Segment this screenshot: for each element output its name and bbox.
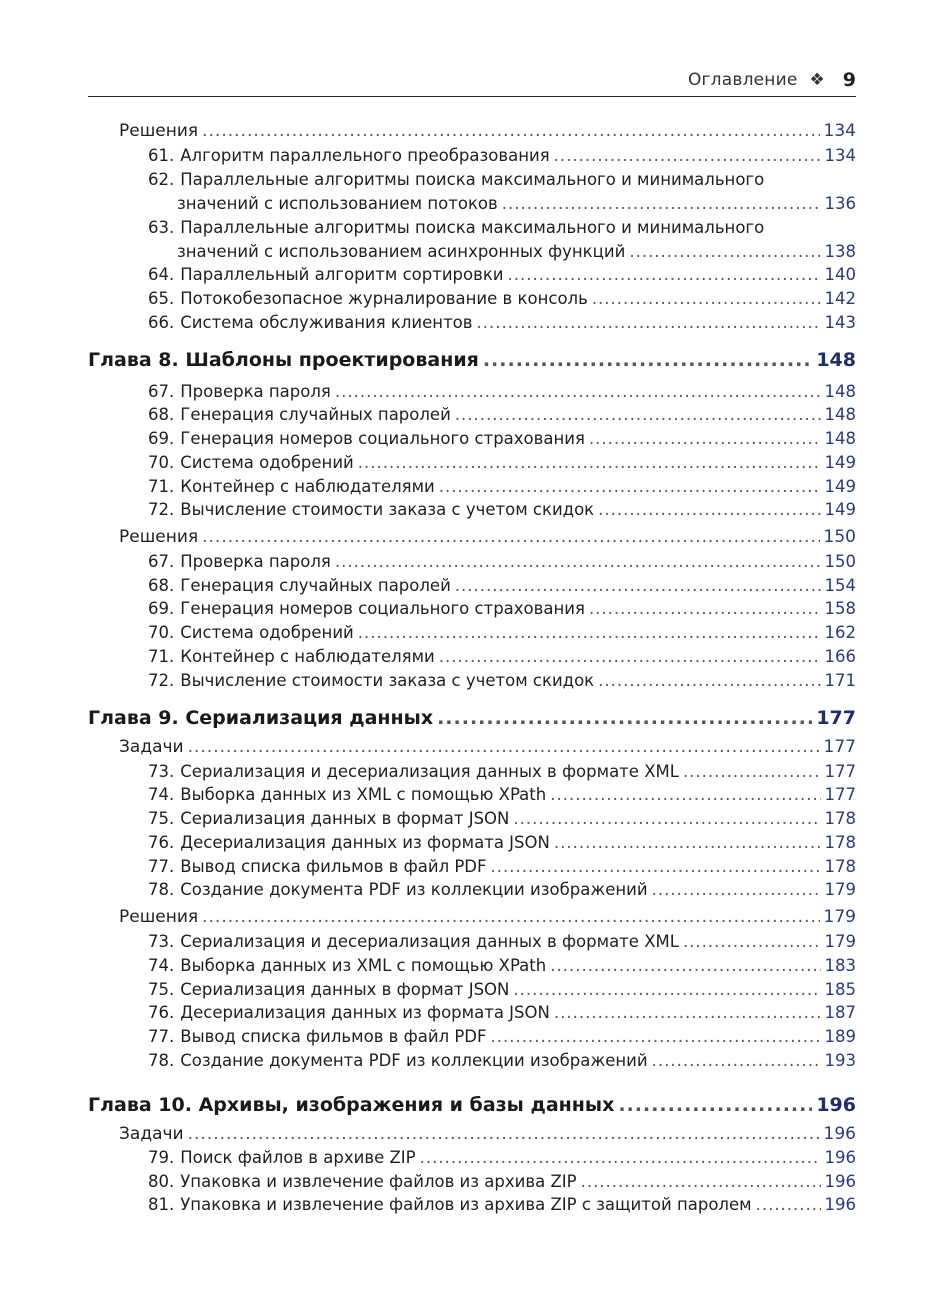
leader-dots bbox=[629, 242, 820, 261]
toc-entry-number: 68. bbox=[148, 405, 175, 424]
toc-entry[interactable] bbox=[148, 1051, 856, 1070]
toc-page: 138 bbox=[824, 242, 856, 261]
toc-entry-number: 63. bbox=[148, 218, 175, 237]
toc-entry-title: Проверка пароля bbox=[180, 382, 331, 401]
toc-entry[interactable] bbox=[148, 671, 856, 690]
leader-dots bbox=[550, 956, 820, 975]
toc-entry-number: 69. bbox=[148, 599, 175, 618]
toc-page: 189 bbox=[824, 1027, 856, 1046]
toc-entry-title: Контейнер с наблюдателями bbox=[180, 477, 435, 496]
leader-dots bbox=[502, 194, 821, 213]
toc-entry[interactable] bbox=[148, 313, 856, 332]
toc-page: 149 bbox=[824, 453, 856, 472]
toc-entry-number: 81. bbox=[148, 1195, 175, 1214]
toc-label: Задачи bbox=[119, 1124, 184, 1144]
toc-page: 158 bbox=[824, 599, 856, 618]
leader-dots bbox=[652, 1051, 821, 1070]
toc-page: 196 bbox=[816, 1094, 856, 1116]
toc-entry[interactable] bbox=[148, 599, 856, 618]
toc-entry-number: 75. bbox=[148, 980, 175, 999]
toc-entry-title: Выборка данных из XML с помощью XPath bbox=[180, 956, 547, 975]
toc-page: 148 bbox=[816, 349, 856, 371]
toc-section-tasks[interactable] bbox=[119, 1124, 856, 1144]
toc-page: 154 bbox=[824, 576, 856, 595]
toc-entry-number: 79. bbox=[148, 1148, 175, 1167]
toc-page: 177 bbox=[823, 737, 856, 757]
toc-page: 166 bbox=[824, 647, 856, 666]
toc-page: 178 bbox=[824, 833, 856, 852]
toc-page: 178 bbox=[824, 857, 856, 876]
toc-page: 183 bbox=[824, 956, 856, 975]
toc-entry-title: Десериализация данных из формата JSON bbox=[180, 1003, 550, 1022]
toc-entry[interactable] bbox=[148, 956, 856, 975]
running-title: Оглавление bbox=[687, 70, 798, 90]
toc-entry-title: Упаковка и извлечение файлов из архива ZIP bbox=[180, 1172, 577, 1191]
leader-dots bbox=[358, 623, 821, 642]
toc-page: 148 bbox=[824, 429, 856, 448]
leader-dots bbox=[513, 809, 820, 828]
toc-entry-title: Алгоритм параллельного преобразования bbox=[180, 146, 550, 165]
toc-entry-line2[interactable] bbox=[177, 194, 856, 213]
leader-dots bbox=[550, 785, 820, 804]
toc-entry-title: Параллельные алгоритмы поиска максимального и минимального bbox=[180, 170, 765, 189]
toc-entry-number: 68. bbox=[148, 576, 175, 595]
toc-entry[interactable] bbox=[148, 980, 856, 999]
toc-chapter-title: Глава 9. Сериализация данных bbox=[88, 707, 434, 729]
toc-entry[interactable] bbox=[148, 552, 856, 571]
toc-entry-title: Упаковка и извлечение файлов из архива ZIP с защитой паролем bbox=[180, 1195, 752, 1214]
toc-entry[interactable] bbox=[148, 1003, 856, 1022]
toc-entry-line2[interactable] bbox=[177, 242, 856, 261]
toc-entry-number: 78. bbox=[148, 1051, 175, 1070]
toc-entry-title: Генерация номеров социального страхования bbox=[180, 429, 585, 448]
toc-entry-line1[interactable] bbox=[148, 170, 856, 189]
toc-page: 196 bbox=[824, 1195, 856, 1214]
toc-page: 149 bbox=[824, 477, 856, 496]
leader-dots bbox=[202, 121, 819, 141]
toc-entry-number: 64. bbox=[148, 265, 175, 284]
toc-page: 193 bbox=[824, 1051, 856, 1070]
toc-page: 162 bbox=[824, 623, 856, 642]
toc-entry-title: Система одобрений bbox=[180, 623, 354, 642]
toc-entry-title: Генерация случайных паролей bbox=[180, 576, 451, 595]
toc-entry-title: Параллельный алгоритм сортировки bbox=[180, 265, 504, 284]
leader-dots bbox=[581, 1172, 821, 1191]
toc-page: 136 bbox=[824, 194, 856, 213]
toc-section-solutions[interactable] bbox=[119, 121, 856, 141]
toc-entry[interactable] bbox=[148, 857, 856, 876]
toc-entry-number: 61. bbox=[148, 146, 175, 165]
toc-page: 177 bbox=[824, 785, 856, 804]
toc-page: 179 bbox=[823, 907, 856, 927]
leader-dots bbox=[483, 349, 812, 371]
leader-dots bbox=[554, 146, 821, 165]
toc-entry[interactable] bbox=[148, 500, 856, 519]
toc-page: 140 bbox=[824, 265, 856, 284]
leader-dots bbox=[598, 500, 820, 519]
leader-dots bbox=[188, 1124, 820, 1144]
toc-page: 148 bbox=[824, 382, 856, 401]
toc-page: 179 bbox=[824, 932, 856, 951]
toc-page: 196 bbox=[824, 1172, 856, 1191]
toc-entry[interactable] bbox=[148, 762, 856, 781]
toc-page: 143 bbox=[824, 313, 856, 332]
toc-entry-number: 75. bbox=[148, 809, 175, 828]
toc-entry[interactable] bbox=[148, 1172, 856, 1191]
toc-page: 150 bbox=[823, 527, 856, 547]
toc-entry-number: 69. bbox=[148, 429, 175, 448]
page-number: 9 bbox=[842, 69, 856, 91]
toc-entry-title: Сериализация данных в формат JSON bbox=[180, 980, 510, 999]
leader-dots bbox=[439, 647, 821, 666]
toc-entry-title: Вывод списка фильмов в файл PDF bbox=[180, 857, 487, 876]
toc-entry-title: Генерация случайных паролей bbox=[180, 405, 451, 424]
toc-chapter-9[interactable] bbox=[88, 707, 856, 729]
leader-dots bbox=[683, 762, 821, 781]
toc-label: Задачи bbox=[119, 737, 184, 757]
toc-entry[interactable] bbox=[148, 880, 856, 899]
toc-entry[interactable] bbox=[148, 647, 856, 666]
toc-entry-number: 72. bbox=[148, 500, 175, 519]
leader-dots bbox=[202, 527, 819, 547]
toc-entry-title: Сериализация данных в формат JSON bbox=[180, 809, 510, 828]
toc-page: 177 bbox=[824, 762, 856, 781]
toc-entry[interactable] bbox=[148, 576, 856, 595]
toc-entry-title: Сериализация и десериализация данных в формате XML bbox=[180, 762, 679, 781]
toc-page: 178 bbox=[824, 809, 856, 828]
toc-entry-title: Проверка пароля bbox=[180, 552, 331, 571]
toc-page: 179 bbox=[824, 880, 856, 899]
toc-section-tasks[interactable] bbox=[119, 737, 856, 757]
toc-entry-number: 70. bbox=[148, 623, 175, 642]
toc-entry-number: 72. bbox=[148, 671, 175, 690]
toc-entry[interactable] bbox=[148, 453, 856, 472]
leader-dots bbox=[589, 429, 821, 448]
toc-page: 134 bbox=[824, 146, 856, 165]
ornament-icon: ❖ bbox=[809, 70, 825, 90]
toc-entry-title: Вычисление стоимости заказа с учетом скидок bbox=[180, 500, 595, 519]
toc-entry-number: 77. bbox=[148, 1027, 175, 1046]
leader-dots bbox=[491, 1027, 821, 1046]
leader-dots bbox=[439, 477, 821, 496]
toc-label: Решения bbox=[119, 121, 199, 141]
toc-entry-title: значений с использованием потоков bbox=[177, 194, 498, 213]
toc-page: 196 bbox=[824, 1148, 856, 1167]
leader-dots bbox=[455, 576, 821, 595]
toc-section-solutions[interactable] bbox=[119, 527, 856, 547]
toc-entry-title: Десериализация данных из формата JSON bbox=[180, 833, 550, 852]
toc-entry[interactable] bbox=[148, 785, 856, 804]
toc-page: 196 bbox=[823, 1124, 856, 1144]
leader-dots bbox=[589, 599, 821, 618]
leader-dots bbox=[554, 1003, 821, 1022]
toc-entry-title: Система одобрений bbox=[180, 453, 354, 472]
toc-entry-number: 73. bbox=[148, 762, 175, 781]
toc-page: 134 bbox=[823, 121, 856, 141]
leader-dots bbox=[437, 707, 812, 729]
toc-entry-number: 76. bbox=[148, 1003, 175, 1022]
leader-dots bbox=[683, 932, 821, 951]
toc-entry[interactable] bbox=[148, 623, 856, 642]
toc-page: 150 bbox=[824, 552, 856, 571]
toc-entry-number: 71. bbox=[148, 477, 175, 496]
leader-dots bbox=[455, 405, 821, 424]
leader-dots bbox=[592, 289, 821, 308]
toc-label: Решения bbox=[119, 907, 199, 927]
leader-dots bbox=[756, 1195, 821, 1214]
toc-entry-title: Выборка данных из XML с помощью XPath bbox=[180, 785, 547, 804]
toc-page: 177 bbox=[816, 707, 856, 729]
leader-dots bbox=[202, 907, 819, 927]
toc-entry-number: 67. bbox=[148, 552, 175, 571]
toc-entry[interactable] bbox=[148, 833, 856, 852]
toc-page: 142 bbox=[824, 289, 856, 308]
toc-entry-number: 74. bbox=[148, 785, 175, 804]
toc-entry[interactable] bbox=[148, 932, 856, 951]
toc-entry-title: Потокобезопасное журналирование в консоль bbox=[180, 289, 588, 308]
toc-entry-title: Создание документа PDF из коллекции изображений bbox=[180, 1051, 648, 1070]
toc-page: 171 bbox=[824, 671, 856, 690]
leader-dots bbox=[335, 382, 821, 401]
toc-entry[interactable] bbox=[148, 146, 856, 165]
toc-entry[interactable] bbox=[148, 265, 856, 284]
toc-entry[interactable] bbox=[148, 382, 856, 401]
leader-dots bbox=[598, 671, 820, 690]
toc-entry-number: 74. bbox=[148, 956, 175, 975]
toc-entry-number: 65. bbox=[148, 289, 175, 308]
leader-dots bbox=[508, 265, 821, 284]
toc-entry-title: Сериализация и десериализация данных в формате XML bbox=[180, 932, 679, 951]
toc-entry-title: Поиск файлов в архиве ZIP bbox=[180, 1148, 416, 1167]
toc-entry[interactable] bbox=[148, 1195, 856, 1214]
toc-entry-number: 70. bbox=[148, 453, 175, 472]
toc-entry[interactable] bbox=[148, 429, 856, 448]
leader-dots bbox=[477, 313, 821, 332]
toc-entry-number: 77. bbox=[148, 857, 175, 876]
toc-entry-line1[interactable] bbox=[148, 218, 856, 237]
toc-entry-title: Создание документа PDF из коллекции изображений bbox=[180, 880, 648, 899]
toc-entry[interactable] bbox=[148, 1148, 856, 1167]
toc-chapter-title: Глава 10. Архивы, изображения и базы данных bbox=[88, 1094, 615, 1116]
toc-entry-title: Система обслуживания клиентов bbox=[180, 313, 473, 332]
toc-label: Решения bbox=[119, 527, 199, 547]
toc-chapter-8[interactable] bbox=[88, 349, 856, 371]
toc-entry-title: Контейнер с наблюдателями bbox=[180, 647, 435, 666]
leader-dots bbox=[335, 552, 821, 571]
toc-chapter-10[interactable] bbox=[88, 1094, 856, 1116]
leader-dots bbox=[491, 857, 821, 876]
toc-entry-number: 71. bbox=[148, 647, 175, 666]
toc-entry-title: Вычисление стоимости заказа с учетом скидок bbox=[180, 671, 595, 690]
toc-entry[interactable] bbox=[148, 809, 856, 828]
leader-dots bbox=[513, 980, 820, 999]
toc-page: 149 bbox=[824, 500, 856, 519]
toc-entry-number: 62. bbox=[148, 170, 175, 189]
toc-section-solutions[interactable] bbox=[119, 907, 856, 927]
toc-entry[interactable] bbox=[148, 477, 856, 496]
leader-dots bbox=[358, 453, 821, 472]
toc-entry-title: Параллельные алгоритмы поиска максимального и минимального bbox=[180, 218, 765, 237]
leader-dots bbox=[188, 737, 820, 757]
toc-chapter-title: Глава 8. Шаблоны проектирования bbox=[88, 349, 479, 371]
toc-entry-number: 67. bbox=[148, 382, 175, 401]
toc-entry-number: 66. bbox=[148, 313, 175, 332]
toc-entry-title: значений с использованием асинхронных функций bbox=[177, 242, 626, 261]
toc-page: 187 bbox=[824, 1003, 856, 1022]
toc-entry-title: Генерация номеров социального страхования bbox=[180, 599, 585, 618]
leader-dots bbox=[420, 1148, 821, 1167]
toc-page: 148 bbox=[824, 405, 856, 424]
leader-dots bbox=[618, 1094, 812, 1116]
leader-dots bbox=[652, 880, 821, 899]
toc-entry[interactable] bbox=[148, 289, 856, 308]
toc-entry-number: 78. bbox=[148, 880, 175, 899]
toc-entry-number: 76. bbox=[148, 833, 175, 852]
toc-entry-title: Вывод списка фильмов в файл PDF bbox=[180, 1027, 487, 1046]
toc-entry[interactable] bbox=[148, 405, 856, 424]
toc-entry[interactable] bbox=[148, 1027, 856, 1046]
toc-entry-number: 80. bbox=[148, 1172, 175, 1191]
toc-page: 185 bbox=[824, 980, 856, 999]
toc-entry-number: 73. bbox=[148, 932, 175, 951]
leader-dots bbox=[554, 833, 821, 852]
